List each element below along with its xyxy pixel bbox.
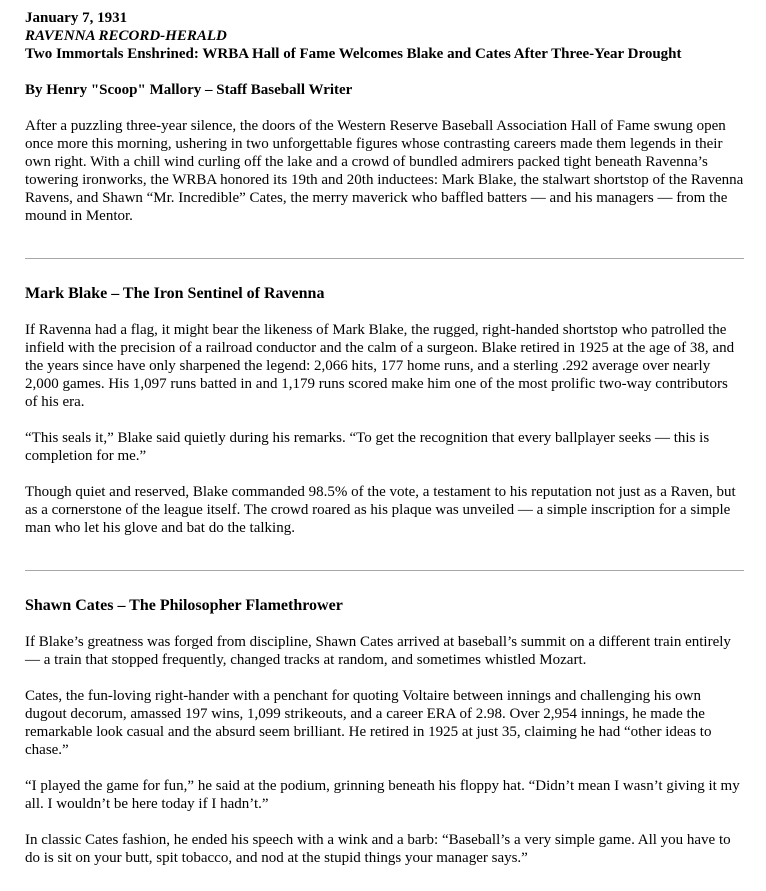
section-divider — [25, 570, 744, 571]
intro-paragraph: After a puzzling three-year silence, the doors of the Western Reserve Baseball Association Hall of Fame swung open once more this morning, ushering in two unforgettable figures whose contrasting careers made them legends in their own right. With a chill wind curling off the lake and a crowd of bundled admirers packed tight beneath Ravenna’s towering ironworks, the WRBA honored its 19th and 20th inductees: Mark Blake, the stalwart shortstop of the Ravenna Ravens, and Shawn “Mr. Incredible” Cates, the merry maverick who baffled batters — and his managers — from the mound in Mentor. — [25, 118, 744, 224]
headline: Two Immortals Enshrined: WRBA Hall of Fame Welcomes Blake and Cates After Three-Year Drought — [25, 46, 682, 62]
article-date: January 7, 1931 — [25, 10, 128, 26]
cates-paragraph-1: If Blake’s greatness was forged from discipline, Shawn Cates arrived at baseball’s summit on a different train entirely — a train that stopped frequently, changed tracks at random, and sometimes whistled Mozart. — [25, 634, 731, 668]
section-divider — [25, 258, 744, 259]
section-title-blake: Mark Blake – The Iron Sentinel of Ravenna — [25, 285, 325, 302]
section-title-cates: Shawn Cates – The Philosopher Flamethrower — [25, 597, 343, 614]
blake-paragraph-2: “This seals it,” Blake said quietly during his remarks. “To get the recognition that every ballplayer seeks — this is completion for me.” — [25, 430, 710, 464]
newspaper-name: RAVENNA RECORD-HERALD — [25, 28, 227, 44]
cates-paragraph-4: In classic Cates fashion, he ended his speech with a wink and a barb: “Baseball’s a very simple game. All you have to do is sit on your butt, spit tobacco, and nod at the stupid things your manager says.” — [25, 832, 731, 866]
blake-paragraph-3: Though quiet and reserved, Blake commanded 98.5% of the vote, a testament to his reputation not just as a Raven, but as a cornerstone of the league itself. The crowd roared as his plaque was unveiled — a simple inscription for a simple man who let his glove and bat do the talking. — [25, 484, 736, 536]
blake-paragraph-1: If Ravenna had a flag, it might bear the likeness of Mark Blake, the rugged, right-handed shortstop who patrolled the infield with the precision of a railroad conductor and the calm of a surgeon. Blake retired in 1925 at the age of 38, and the years since have only sharpened the legend: 2,066 hits, 177 home runs, and a sterling .292 average over nearly 2,000 games. His 1,097 runs batted in and 1,179 runs scored make him one of the most prolific two-way contributors of his era. — [25, 322, 735, 410]
cates-paragraph-3: “I played the game for fun,” he said at the podium, grinning beneath his floppy hat. “Didn’t mean I wasn’t giving it my all. I wouldn’t be here today if I hadn’t.” — [25, 778, 740, 812]
byline: By Henry "Scoop" Mallory – Staff Baseball Writer — [25, 82, 353, 98]
cates-paragraph-2: Cates, the fun-loving right-hander with a penchant for quoting Voltaire between innings and challenging his own dugout decorum, amassed 197 wins, 1,099 strikeouts, and a career ERA of 2.98. Over 2,954 innings, he made the remarkable look casual and the absurd seem brilliant. He retired in 1925 at just 35, claiming he had “other ideas to chase.” — [25, 688, 712, 758]
